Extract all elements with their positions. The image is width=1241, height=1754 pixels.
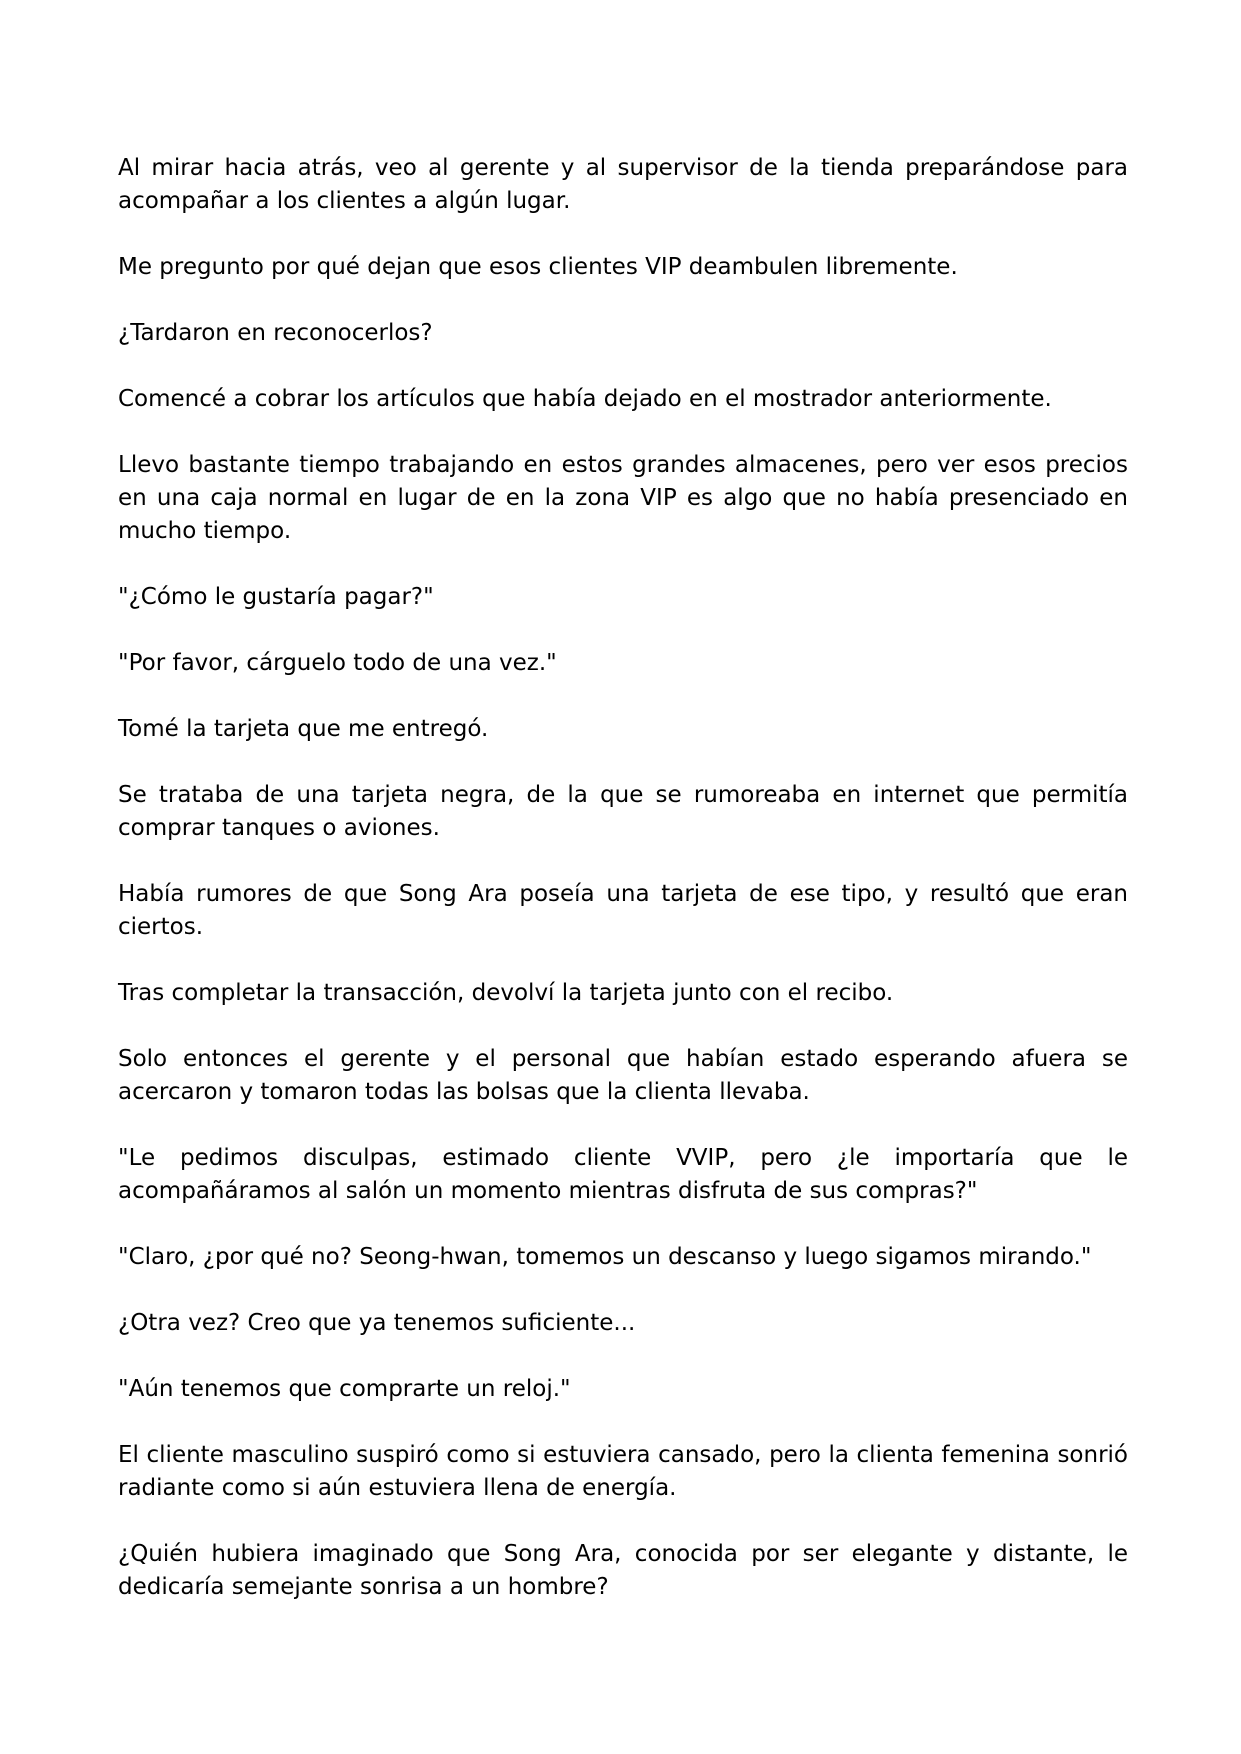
paragraph: Tomé la tarjeta que me entregó. bbox=[118, 716, 489, 742]
paragraph: Tras completar la transacción, devolví la tarjeta junto con el recibo. bbox=[118, 980, 894, 1006]
paragraph: Me pregunto por qué dejan que esos clientes VIP deambulen libremente. bbox=[118, 254, 958, 280]
paragraph: ¿Otra vez? Creo que ya tenemos suficiente... bbox=[118, 1310, 636, 1336]
paragraph: "Por favor, cárguelo todo de una vez." bbox=[118, 650, 557, 676]
paragraph: Se trataba de una tarjeta negra, de la que se rumoreaba en internet que permitía comprar tanques o aviones. bbox=[118, 782, 1128, 841]
paragraph: Llevo bastante tiempo trabajando en estos grandes almacenes, pero ver esos precios en una caja normal en lugar de en la zona VIP es algo que no había presenciado en mucho tiempo. bbox=[118, 452, 1128, 544]
paragraph: "Aún tenemos que comprarte un reloj." bbox=[118, 1376, 571, 1402]
paragraph: "¿Cómo le gustaría pagar?" bbox=[118, 584, 434, 610]
paragraph: Había rumores de que Song Ara poseía una tarjeta de ese tipo, y resultó que eran ciertos. bbox=[118, 881, 1128, 940]
document-body bbox=[118, 152, 1128, 1637]
paragraph: ¿Tardaron en reconocerlos? bbox=[118, 320, 433, 346]
paragraph: "Claro, ¿por qué no? Seong-hwan, tomemos un descanso y luego sigamos mirando." bbox=[118, 1244, 1092, 1270]
paragraph: El cliente masculino suspiró como si estuviera cansado, pero la clienta femenina sonrió radiante como si aún estuviera llena de energía. bbox=[118, 1442, 1128, 1501]
paragraph: Al mirar hacia atrás, veo al gerente y al supervisor de la tienda preparándose para acompañar a los clientes a algún lugar. bbox=[118, 155, 1128, 214]
paragraph: Solo entonces el gerente y el personal que habían estado esperando afuera se acercaron y tomaron todas las bolsas que la clienta llevaba. bbox=[118, 1046, 1128, 1105]
paragraph: ¿Quién hubiera imaginado que Song Ara, conocida por ser elegante y distante, le dedicaría semejante sonrisa a un hombre? bbox=[118, 1541, 1128, 1600]
paragraph: "Le pedimos disculpas, estimado cliente VVIP, pero ¿le importaría que le acompañáramos al salón un momento mientras disfruta de sus compras?" bbox=[118, 1145, 1128, 1204]
paragraph: Comencé a cobrar los artículos que había dejado en el mostrador anteriormente. bbox=[118, 386, 1052, 412]
